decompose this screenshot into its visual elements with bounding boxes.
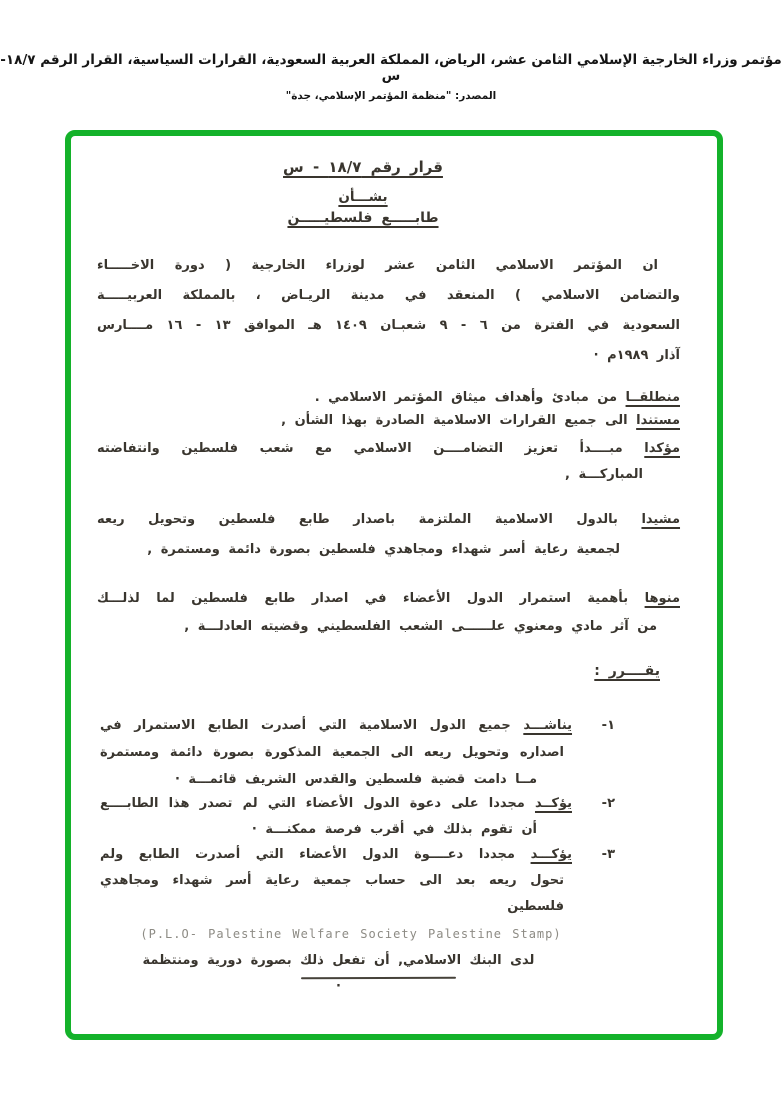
resolution-number-title: قرار رقم ١٨/٧ - س [283,158,443,176]
clause-lead: مشيدا [641,512,681,527]
preamble-line: ان المؤتمر الاسلامي الثامن عشر لوزراء الخارجية ( دورة الاخـــــاء [97,258,658,273]
subject-title: طابـــــع فلسطيـــــن [287,210,439,226]
preamble-line: السعودية في الفترة من ٦ - ٩ شعبـان ١٤٠٩ هـ الموافق ١٣ - ١٦ مــــارس [97,318,680,333]
scanned-document-frame [65,130,723,1040]
clause-muakkidan [97,436,680,488]
item-lead: يؤكـــد [530,847,572,862]
clause-lead: منوها [644,591,680,606]
item-number: ١- [601,718,615,733]
resolution-item-1 [100,712,615,793]
source-header [0,52,782,102]
clause-mustanidan [97,408,680,433]
clause-text-continuation: لجمعية رعاية أسر شهداء ومجاهدي فلسطين بصورة دائمة ومستمرة , [147,542,620,557]
clause-text: من مبادئ وأهداف ميثاق المؤتمر الاسلامي . [314,390,618,405]
decides-label: يقــــرر : [594,663,660,679]
item-text: يؤكــد مجددا على دعوة الدول الأعضاء التي لم تصدر هذا الطابــــع أن تقوم بذلك في أقرب فرصة ممكنـــة · [100,796,572,837]
clause-lead: مؤكدا [644,441,680,456]
preamble-line: آذار ١٩٨٩م · [593,348,680,363]
item-text: يناشـــد جميع الدول الاسلامية التي أصدرت الطابع الاستمرار في اصداره وتحويل ريعه الى الجمعية المذكورة بصورة دائمة ومستمرة مــا دامت قضية فلسطين والقدس الشريف قائمـــة · [100,718,573,787]
clause-text: الى جميع القرارات الاسلامية الصادرة بهذا الشأن , [281,413,628,428]
clause-lead: مستندا [636,413,680,428]
item-text: يؤكـــد مجددا دعــــوة الدول الأعضاء التي أصدرت الطابع ولم تحول ريعه بعد الى حساب جمعية رعاية أسر شهداء ومجاهدي فلسطين (P.L.O- Palestine Welfare Society Palestine Stamp) لدى البنك الاسلامي, أن تفعل ذلك بصورة دورية ومنتظمة · [100,847,572,994]
source-header-line1: مؤتمر وزراء الخارجية الإسلامي الثامن عشر، الرياض، المملكة العربية السعودية، القرارات السياسية، القرار الرقم ١٨/٧-س [0,52,782,84]
clause-lead: منطلقــا [625,390,680,405]
resolution-document [71,136,717,1034]
item-lead: يناشـــد [523,718,573,733]
subject-label: بشـــأن [338,189,388,205]
item-number: ٣- [601,847,615,862]
english-society-line: (P.L.O- Palestine Welfare Society Palestine Stamp) [140,927,562,941]
preamble-paragraph [97,251,680,371]
clause-text: بالدول الاسلامية الملتزمة باصدار طابع فلسطين وتحويل ريعه [97,512,618,527]
resolution-title-block [71,158,655,226]
item-number: ٢- [601,796,615,811]
clause-mushidan [97,505,680,565]
clause-text: بأهمية استمرار الدول الأعضاء في اصدار طابع فلسطين لما لذلـــك [97,591,629,606]
item-lead: يؤكــد [534,796,572,811]
source-header-line2: المصدر: "منظمة المؤتمر الإسلامي، جدة" [285,90,497,102]
clause-munawwihan [97,585,680,641]
clause-text: مبــــدأ تعزيز التضامــــن الاسلامي مع شعب فلسطين وانتفاضته [97,441,623,456]
resolution-item-2 [100,791,615,843]
clause-text-continuation: المباركـــة , [565,467,643,482]
clause-text-continuation: من آثر مادي ومعنوي علــــــى الشعب الفلسطيني وقضيته العادلـــة , [184,619,657,634]
clause-montalaqan [97,385,680,410]
preamble-line: والتضامن الاسلامي ) المنعقد في مدينة الريـاض ، بالمملكة العربيـــــة [97,288,680,303]
